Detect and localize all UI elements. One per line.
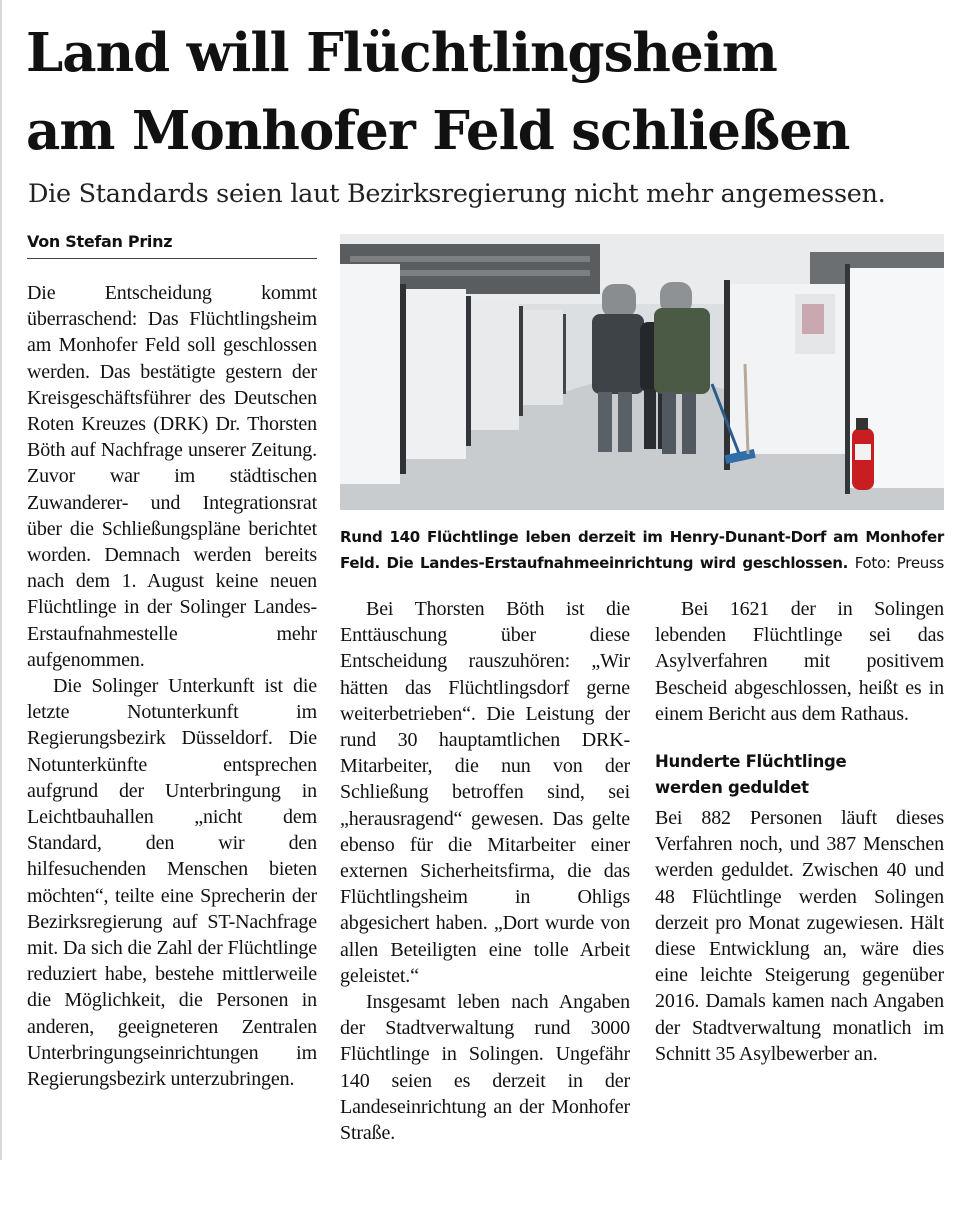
col2-paragraph-2: Insgesamt leben nach Angaben der Stadtverwaltung rund 3000 Flüchtlinge in Solingen. Ungefähr 140 seien es derzeit in der Landeseinrichtung an der Monhofer Straße. [340,991,630,1145]
col3-paragraph-1: Bei 1621 der in Solingen lebenden Flüchtlinge sei das Asylverfahren mit positivem Bescheid abgeschlossen, heißt es in einem Bericht aus dem Rathaus. [655,598,944,725]
col1-paragraph-1: Die Entscheidung kommt überraschend: Das Flüchtlingsheim am Monhofer Feld soll geschlossen werden. Das bestätigte gestern der Kreisgeschäftsführer des Deutschen Roten Kreuzes (DRK) Dr. Thorsten Böth auf Nachfrage unserer Zeitung. Zuvor war im städtischen Zuwanderer- und Integrationsrat über die Schließungspläne berichtet worden. Demnach werden bereits nach dem 1. August keine neuen Flüchtlinge in der Solinger Landes-Erstaufnahmestelle mehr aufgenommen. [27,282,317,671]
article-column-3 [655,596,944,1067]
page-edge [0,0,2,1160]
photo-credit: Foto: Preuss [854,554,944,572]
subheadline: Die Standards seien laut Bezirksregierung nicht mehr angemessen. [28,179,886,209]
subhead-line-1: Hunderte Flüchtlinge [655,752,847,772]
article-column-1 [27,280,317,1092]
article-photo [340,234,944,510]
headline-line-2: am Monhofer Feld schließen [26,100,850,162]
byline-rule [27,258,317,259]
photo-caption [340,524,944,576]
col2-paragraph-1: Bei Thorsten Böth ist die Enttäuschung über diese Entscheidung rauszuhören: „Wir hätten das Flüchtlingsdorf gerne weiterbetrieben“. Die Leistung der rund 30 hauptamtlichen DRK-Mitarbeiter, die nun von der Schließung betroffen sind, sei „herausragend“ gewesen. Das gelte ebenso für die Mitarbeiter einer externen Sicherheitsfirma, die das Flüchtlingsheim in Ohligs abgesichert haben. „Dort wurde von allen Beteiligten eine tolle Arbeit geleistet.“ [340,598,630,987]
col3-paragraph-2: Bei 882 Personen läuft dieses Verfahren noch, und 387 Menschen werden geduldet. Zwischen 40 und 48 Flüchtlinge werden Solingen derzeit pro Monat zugewiesen. Hält diese Entwicklung an, wäre dies eine leichte Steigerung gegenüber 2016. Damals kamen nach Angaben der Stadtverwaltung monatlich im Schnitt 35 Asylbewerber an. [655,807,944,1065]
subhead-line-2: werden geduldet [655,778,809,798]
section-subhead [655,749,944,801]
article-column-2 [340,596,630,1146]
refugee-shelter-photo [340,234,944,510]
headline [26,14,936,170]
byline: Von Stefan Prinz [27,232,173,251]
headline-line-1: Land will Flüchtlingsheim [26,22,777,84]
col1-paragraph-2: Die Solinger Unterkunft ist die letzte Notunterkunft im Regierungsbezirk Düsseldorf. Die Notunterkünfte entsprechen aufgrund der Unterbringung in Leichtbauhallen „nicht dem Standard, den wir den hilfesuchenden Menschen bieten möchten“, teilte eine Sprecherin der Bezirksregierung auf ST-Nachfrage mit. Da sich die Zahl der Flüchtlinge reduziert habe, bestehe mittlerweile die Möglichkeit, die Personen in anderen, geeigneteren Zentralen Unterbringungseinrichtungen im Regierungsbezirk unterzubringen. [27,675,317,1091]
caption-text: Rund 140 Flüchtlinge leben derzeit im Henry-Dunant-Dorf am Monhofer Feld. Die Landes-Erstaufnahmeeinrichtung wird geschlossen. [340,528,944,572]
